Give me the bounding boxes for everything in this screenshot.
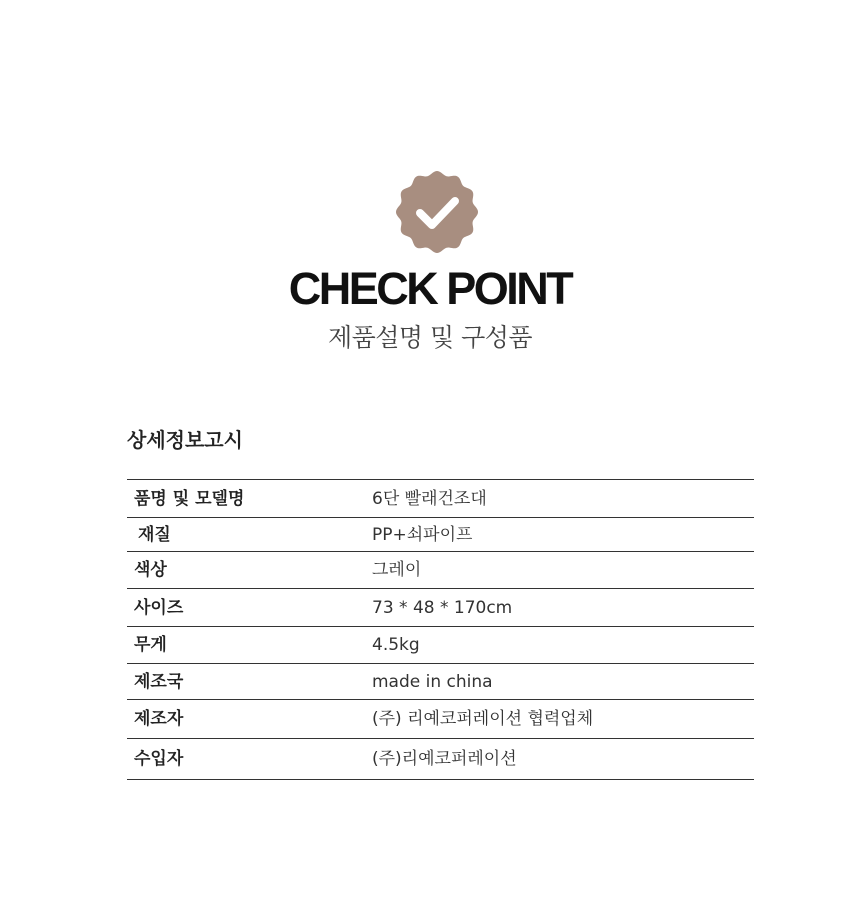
row-label: 재질	[127, 518, 372, 552]
table-row	[127, 739, 754, 780]
table-row	[127, 589, 754, 627]
row-value: 6단 빨래건조대	[372, 480, 754, 518]
table-row	[127, 664, 754, 700]
row-label: 제조자	[127, 700, 372, 739]
row-value: 4.5kg	[372, 627, 754, 664]
row-label: 제조국	[127, 664, 372, 700]
row-label: 색상	[127, 552, 372, 589]
scalloped-check-badge-icon	[395, 170, 479, 254]
spec-table	[127, 479, 754, 780]
page-subtitle: 제품설명 및 구성품	[327, 323, 533, 352]
table-row	[127, 480, 754, 518]
section-title: 상세정보고시	[127, 428, 243, 452]
table-row	[127, 518, 754, 552]
row-value: 그레이	[372, 552, 754, 589]
row-value: (주)리예코퍼레이션	[372, 739, 754, 780]
row-label: 수입자	[127, 739, 372, 780]
page-title: CHECK POINT	[288, 263, 572, 314]
check-badge-icon	[395, 170, 479, 254]
row-value: made in china	[372, 664, 754, 700]
row-value: (주) 리예코퍼레이션 협력업체	[372, 700, 754, 739]
row-label: 품명 및 모델명	[127, 480, 372, 518]
table-row	[127, 552, 754, 589]
table-row	[127, 700, 754, 739]
row-value: PP+쇠파이프	[372, 518, 754, 552]
row-value: 73 * 48 * 170cm	[372, 589, 754, 627]
table-row	[127, 627, 754, 664]
row-label: 사이즈	[127, 589, 372, 627]
row-label: 무게	[127, 627, 372, 664]
